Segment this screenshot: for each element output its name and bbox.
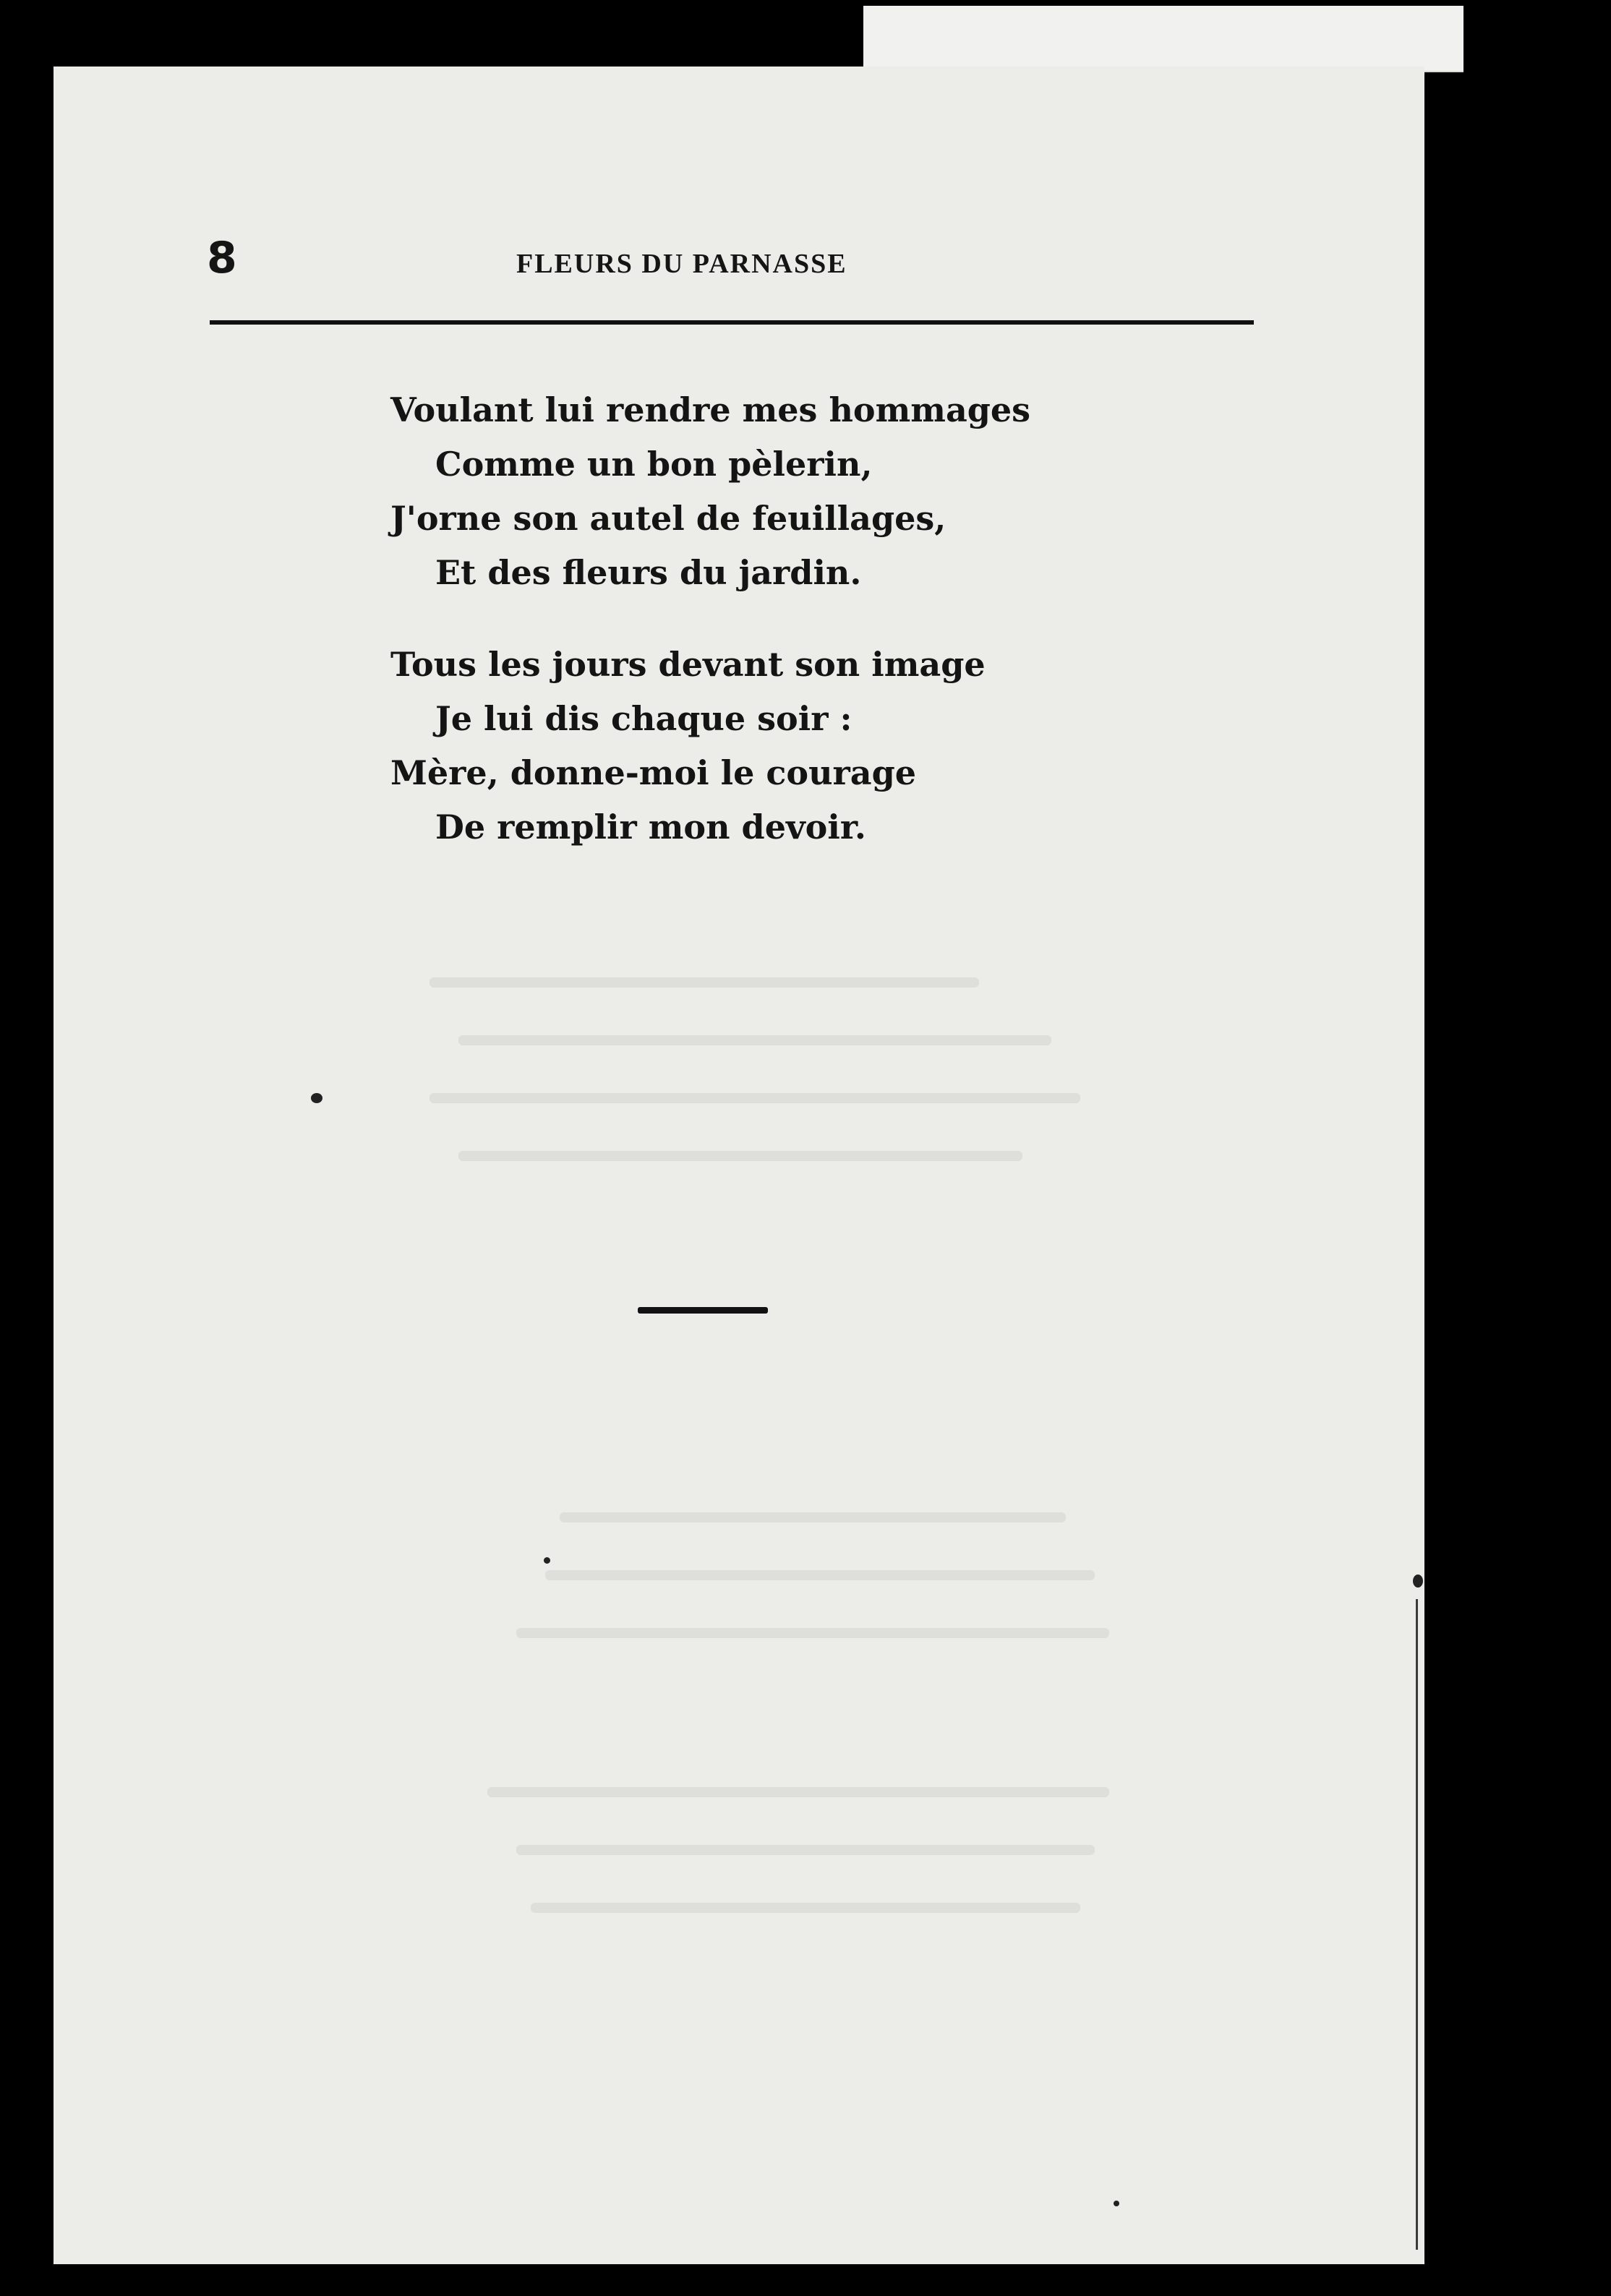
bleed-through (430, 1093, 1080, 1103)
bleed-through (545, 1570, 1095, 1580)
book-page (54, 67, 1424, 2264)
end-rule (638, 1307, 768, 1314)
bleed-through (458, 1035, 1051, 1045)
bleed-through (531, 1903, 1080, 1913)
header-rule (210, 320, 1254, 325)
stanza-2 (390, 638, 1186, 854)
bleed-through (516, 1628, 1109, 1638)
ink-speck (544, 1557, 550, 1564)
page-number: 8 (207, 233, 237, 283)
verse-line: Mère, donne-moi le courage (390, 753, 917, 792)
page-edge-tab (863, 6, 1463, 72)
bleed-through (458, 1151, 1022, 1161)
verse-line: Voulant lui rendre mes hommages (390, 390, 1031, 429)
bleed-through (516, 1845, 1095, 1855)
verse-line: Comme un bon pèlerin, (435, 445, 873, 484)
bleed-through (487, 1787, 1109, 1797)
bleed-through (560, 1512, 1066, 1522)
verse-line: Et des fleurs du jardin. (435, 553, 862, 592)
verse-line: J'orne son autel de feuillages, (390, 499, 946, 538)
verse-line: Je lui dis chaque soir : (435, 699, 852, 738)
verse-line: Tous les jours devant son image (390, 645, 986, 684)
poem (390, 383, 1186, 892)
stanza-1 (390, 383, 1186, 600)
ink-speck (1114, 2201, 1119, 2206)
verse-line: De remplir mon devoir. (435, 808, 866, 847)
ink-speck (311, 1093, 322, 1103)
ink-speck (1413, 1575, 1423, 1588)
running-title: FLEURS DU PARNASSE (516, 249, 847, 279)
bleed-through (430, 977, 979, 988)
binding-mark (1416, 1599, 1418, 2250)
